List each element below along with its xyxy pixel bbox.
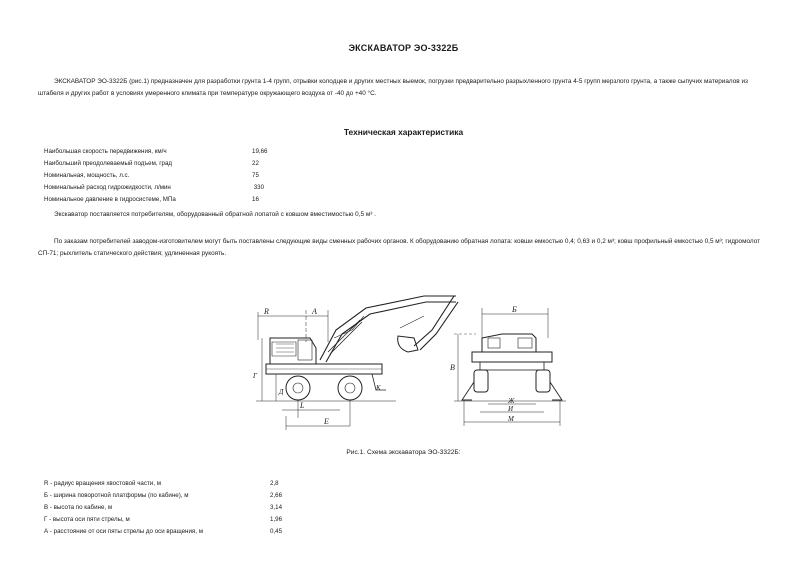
spec-value: 75 — [252, 172, 259, 179]
label-B: Б — [512, 305, 517, 314]
intro-text: ЭКСКАВАТОР ЭО-3322Б (рис.1) предназначен для разработки грунта 1-4 групп, отрывки колодцев и других местных выемок, погрузки предварительно разрыхленного грунта 4-5 групп мерзлого грунта, а также сыпучих материалов из штабеля и других работ в условиях умеренного климата при температуре окружающего воздуха от -40 до +40 °С. — [38, 78, 748, 97]
dimension-row — [44, 490, 444, 502]
spec-value: 16 — [252, 196, 259, 203]
dimension-row — [44, 514, 444, 526]
spec-label: Номинальный расход гидрожидкости, л/мин — [44, 184, 171, 191]
document-title: ЭКСКАВАТОР ЭО-3322Б — [348, 43, 459, 53]
label-L: L — [300, 401, 305, 410]
label-M: М — [508, 415, 514, 423]
spec-value: 22 — [252, 160, 259, 167]
dimension-label: А - расстояние от оси пяты стрелы до оси вращения, м — [44, 528, 203, 535]
spec-label: Номинальное давление в гидросистеме, МПа — [44, 196, 176, 203]
dimension-value: 2,66 — [270, 492, 283, 499]
dimension-value: 1,96 — [270, 516, 283, 523]
spec-value: 19,66 — [252, 148, 268, 155]
side-view — [252, 296, 458, 430]
dimension-label: Г - высота оси пяти стрелы, м — [44, 516, 130, 523]
excavator-schematic — [236, 290, 576, 438]
delivery-text: Экскаватор поставляется потребителям, оборудованный обратной лопатой с ковшом вместимостью 0,5 м³ . — [54, 211, 376, 218]
intro-paragraph — [38, 76, 773, 100]
delivery-paragraph — [38, 209, 773, 221]
figure-caption: Рис.1. Схема экскаватора ЭО-3322Б: — [346, 449, 461, 456]
options-text: По заказам потребителей заводом-изготовителем могут быть поставлены следующие виды сменных рабочих органов. К оборудованию обратная лопата: ковши емкостью 0,4; 0,63 и 0,2 м³; ковш профильный емкостью 0,5 м³; гидромолот СП-71; рыхлитель статического действия; удлиненная рукоять. — [38, 238, 761, 257]
dimension-value: 0,45 — [270, 528, 283, 535]
label-E: Е — [324, 417, 329, 426]
dimension-label: В - высота по кабине, м — [44, 504, 113, 511]
dimension-label: R - радиус вращения хвостовой части, м — [44, 480, 161, 487]
dimension-row — [44, 478, 444, 490]
label-A: А — [312, 307, 317, 316]
spec-row — [44, 194, 444, 206]
dimension-value: 3,14 — [270, 504, 283, 511]
specs-heading: Техническая характеристика — [343, 127, 464, 137]
label-K: К — [376, 384, 381, 392]
dimension-label: Б - ширина поворотной платформы (по кабине), м — [44, 492, 189, 499]
spec-row — [44, 182, 444, 194]
label-I: И — [508, 405, 514, 413]
dimensions-table — [44, 478, 444, 538]
dimension-value: 2,8 — [270, 480, 279, 487]
spec-label: Наибольший преодолеваемый подъем, град — [44, 160, 173, 167]
label-R: R — [264, 307, 269, 316]
dimension-row — [44, 502, 444, 514]
label-Zh: Ж — [508, 397, 515, 405]
spec-label: Наибольшая скорость передвижения, км/ч — [44, 148, 167, 155]
label-D: Д — [279, 388, 284, 396]
spec-label: Номинальная, мощность, л.с. — [44, 172, 130, 179]
spec-row — [44, 146, 444, 158]
label-G: Г — [253, 372, 257, 380]
front-view — [450, 305, 566, 426]
excavator-diagram — [236, 290, 576, 438]
specs-table — [44, 146, 444, 206]
label-V: В — [450, 363, 455, 372]
dimension-row — [44, 526, 444, 538]
options-paragraph — [38, 236, 773, 260]
spec-row — [44, 158, 444, 170]
spec-value: 330 — [252, 184, 265, 191]
spec-row — [44, 170, 444, 182]
